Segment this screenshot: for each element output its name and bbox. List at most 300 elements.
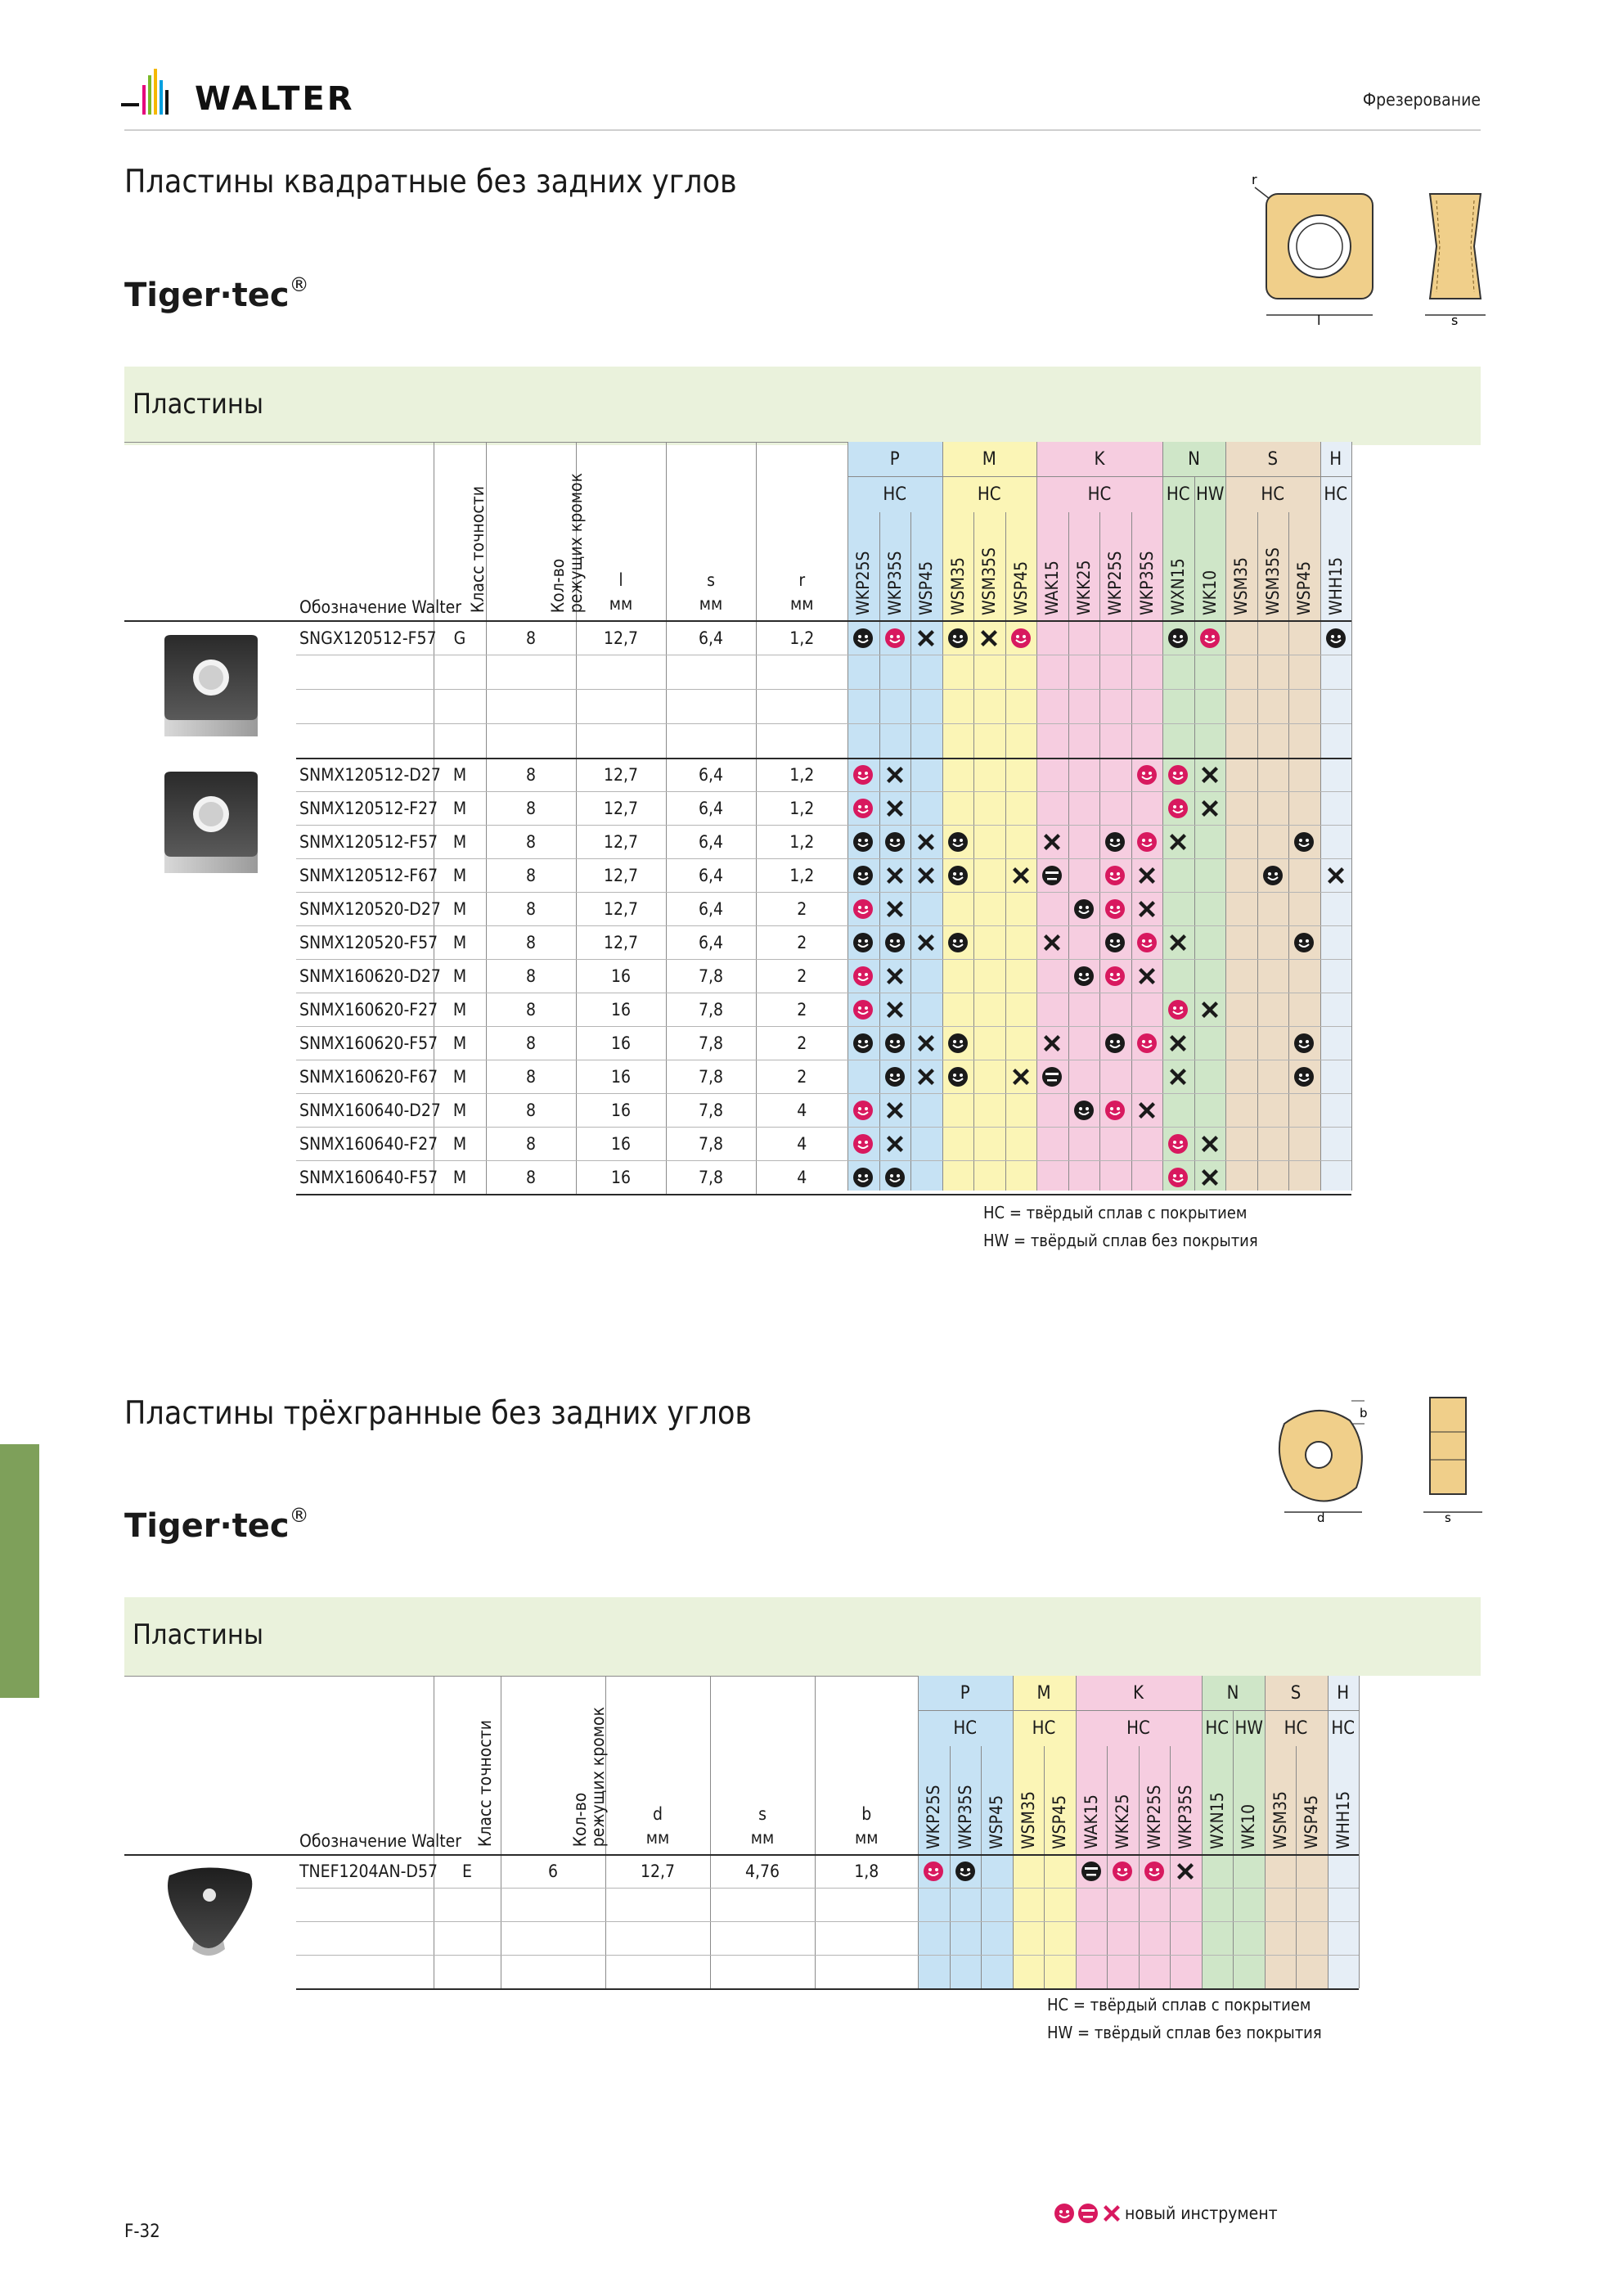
insert-photo-icon bbox=[158, 1859, 264, 1957]
cell-class bbox=[434, 1889, 501, 1922]
suitability-icon bbox=[1293, 932, 1315, 953]
cell-edges: 8 bbox=[486, 1128, 576, 1161]
cell-class bbox=[434, 655, 486, 690]
suitability-icon bbox=[1104, 898, 1126, 920]
cell-d2 bbox=[710, 1956, 815, 1989]
suitability-icon bbox=[915, 1033, 937, 1054]
cell-edges: 8 bbox=[486, 1094, 576, 1128]
grade-label-wxn15: WXN15 bbox=[1168, 558, 1188, 615]
cell-name bbox=[296, 655, 434, 690]
table-row bbox=[124, 759, 1351, 792]
suitability-icon bbox=[884, 1133, 906, 1155]
cell-d2: 6,4 bbox=[666, 792, 756, 826]
cell-d1 bbox=[605, 1956, 710, 1989]
suitability-icon bbox=[1136, 898, 1158, 920]
suitability-icon bbox=[1073, 898, 1095, 920]
cell-d1 bbox=[576, 690, 666, 724]
suitability-icon bbox=[1010, 1066, 1032, 1087]
grade-label-wak15: WAK15 bbox=[1042, 560, 1062, 615]
table-row bbox=[124, 655, 1351, 690]
cell-d3: 1,2 bbox=[756, 826, 847, 859]
suitability-icon bbox=[915, 1066, 937, 1087]
grade-label-wsm35: WSM35 bbox=[1270, 1790, 1290, 1849]
cell-name: SNMX160620-F57 bbox=[296, 1027, 434, 1060]
suitability-icon bbox=[852, 966, 874, 987]
suitability-icon bbox=[884, 865, 906, 886]
section2-title: Пластины трёхгранные без задних углов bbox=[124, 1395, 753, 1432]
suitability-icon bbox=[884, 628, 906, 649]
grade-label-wsp45: WSP45 bbox=[987, 1794, 1006, 1849]
section1-title: Пластины квадратные без задних углов bbox=[124, 164, 737, 200]
suitability-icon bbox=[947, 865, 969, 886]
new-tool-legend: новый инструмент bbox=[1054, 2203, 1278, 2224]
suitability-icon bbox=[1081, 1861, 1102, 1882]
cell-d3: 1,2 bbox=[756, 621, 847, 655]
grade-label-wkk25: WKK25 bbox=[1113, 1794, 1132, 1849]
cell-edges: 8 bbox=[486, 759, 576, 792]
section-label: Фрезерование bbox=[1362, 90, 1481, 110]
cell-class: M bbox=[434, 926, 486, 960]
cell-d3 bbox=[815, 1922, 918, 1956]
cell-edges: 8 bbox=[486, 792, 576, 826]
cell-edges: 8 bbox=[486, 960, 576, 993]
cell-d1 bbox=[576, 655, 666, 690]
grade-label-wsp45: WSP45 bbox=[916, 560, 936, 615]
col-dim3-header: b bbox=[861, 1803, 872, 1824]
grade-label-wsp45: WSP45 bbox=[1050, 1794, 1069, 1849]
cell-name: SNMX160640-D27 bbox=[296, 1094, 434, 1128]
suitability-icon bbox=[852, 1100, 874, 1121]
suitability-icon bbox=[1010, 628, 1032, 649]
suitability-icon bbox=[1104, 831, 1126, 853]
coating-label: HC bbox=[1087, 484, 1112, 505]
suitability-icon bbox=[947, 1066, 969, 1087]
suitability-icon bbox=[1167, 1167, 1189, 1188]
material-group-p: P bbox=[918, 1676, 1013, 1711]
cell-edges: 8 bbox=[486, 1027, 576, 1060]
suitability-icon bbox=[1073, 1100, 1095, 1121]
cell-d3 bbox=[756, 690, 847, 724]
table-row bbox=[124, 1922, 1359, 1956]
cell-d3: 1,2 bbox=[756, 792, 847, 826]
suitability-icon bbox=[852, 1133, 874, 1155]
cell-class: M bbox=[434, 1161, 486, 1195]
suitability-icon bbox=[1167, 999, 1189, 1020]
coating-label: HC bbox=[953, 1718, 978, 1739]
cell-name: SNMX120520-F57 bbox=[296, 926, 434, 960]
grade-label-whh15: WHH15 bbox=[1325, 556, 1346, 615]
col-class-header: Класс точности bbox=[468, 486, 488, 614]
suitability-icon bbox=[852, 764, 874, 786]
cell-d2: 7,8 bbox=[666, 1027, 756, 1060]
cell-d1: 16 bbox=[576, 1094, 666, 1128]
cell-d2: 6,4 bbox=[666, 826, 756, 859]
cell-edges: 8 bbox=[486, 926, 576, 960]
suitability-icon bbox=[852, 932, 874, 953]
cell-d1: 16 bbox=[576, 993, 666, 1027]
col-name-header: Обозначение Walter bbox=[299, 597, 462, 617]
cell-d3: 2 bbox=[756, 993, 847, 1027]
cell-d2: 7,8 bbox=[666, 993, 756, 1027]
cell-d2: 7,8 bbox=[666, 1094, 756, 1128]
cell-edges bbox=[501, 1956, 605, 1989]
col-dim2-header: s bbox=[758, 1803, 767, 1824]
section1-legend: HC = твёрдый сплав с покрытием HW = твёрдый сплав без покрытия bbox=[983, 1203, 1258, 1250]
suitability-icon bbox=[1199, 628, 1221, 649]
col-name-header: Обозначение Walter bbox=[299, 1830, 462, 1851]
suitability-icon bbox=[1175, 1861, 1196, 1882]
cell-d3: 2 bbox=[756, 960, 847, 993]
suitability-icon bbox=[1041, 831, 1063, 853]
grade-label-wkp35s: WKP35S bbox=[1176, 1785, 1195, 1849]
suitability-icon bbox=[1104, 865, 1126, 886]
cell-d3 bbox=[815, 1889, 918, 1922]
cell-d1: 12,7 bbox=[576, 826, 666, 859]
material-group-h: H bbox=[1328, 1676, 1360, 1711]
cell-d3 bbox=[756, 655, 847, 690]
cell-edges: 8 bbox=[486, 1161, 576, 1195]
new-tool-icon-poor bbox=[1101, 2203, 1122, 2224]
suitability-icon bbox=[1104, 932, 1126, 953]
suitability-icon bbox=[915, 932, 937, 953]
suitability-icon bbox=[1144, 1861, 1165, 1882]
grade-label-wsm35: WSM35 bbox=[947, 556, 968, 615]
grade-label-wkp25s: WKP25S bbox=[1144, 1785, 1164, 1849]
suitability-icon bbox=[1167, 1133, 1189, 1155]
svg-text:d: d bbox=[1317, 1510, 1325, 1525]
suitability-icon bbox=[884, 898, 906, 920]
cell-d1: 12,7 bbox=[576, 792, 666, 826]
suitability-icon bbox=[1104, 966, 1126, 987]
cell-name: SNMX160640-F27 bbox=[296, 1128, 434, 1161]
walter-logo-mark bbox=[121, 67, 170, 124]
table-row bbox=[124, 993, 1351, 1027]
coating-label: HC bbox=[1205, 1718, 1230, 1739]
cell-d2: 7,8 bbox=[666, 1128, 756, 1161]
grade-label-wsm35: WSM35 bbox=[1018, 1790, 1038, 1849]
suitability-icon bbox=[852, 798, 874, 819]
suitability-icon bbox=[1136, 1033, 1158, 1054]
suitability-icon bbox=[1167, 1066, 1189, 1087]
cell-edges bbox=[486, 690, 576, 724]
col-dim1-header: l bbox=[618, 569, 623, 590]
cell-name: SNMX120520-D27 bbox=[296, 893, 434, 926]
suitability-icon bbox=[852, 865, 874, 886]
cell-name: SNMX120512-F27 bbox=[296, 792, 434, 826]
coating-label: HC bbox=[1126, 1718, 1150, 1739]
coating-label: HW bbox=[1194, 477, 1226, 512]
suitability-icon bbox=[852, 831, 874, 853]
cell-d1: 12,7 bbox=[605, 1855, 710, 1889]
material-group-n: N bbox=[1202, 1676, 1265, 1711]
cell-d1: 12,7 bbox=[576, 859, 666, 893]
cell-d2: 6,4 bbox=[666, 926, 756, 960]
cell-class: G bbox=[434, 621, 486, 655]
grade-label-wk10: WK10 bbox=[1239, 1803, 1258, 1849]
cell-d2: 4,76 bbox=[710, 1855, 815, 1889]
cell-edges: 8 bbox=[486, 1060, 576, 1094]
cell-d1 bbox=[605, 1922, 710, 1956]
svg-text:s: s bbox=[1451, 313, 1459, 328]
suitability-icon bbox=[1112, 1861, 1133, 1882]
cell-edges: 8 bbox=[486, 826, 576, 859]
cell-name bbox=[296, 690, 434, 724]
material-group-p: P bbox=[847, 442, 942, 477]
material-group-n: N bbox=[1162, 442, 1225, 477]
cell-edges bbox=[486, 724, 576, 759]
col-edges-header: Кол-во режущих кромок bbox=[548, 473, 587, 614]
cell-name: SNGX120512-F57 bbox=[296, 621, 434, 655]
suitability-icon bbox=[1167, 798, 1189, 819]
chapter-tab bbox=[0, 1444, 39, 1698]
table-row bbox=[124, 621, 1351, 655]
suitability-icon bbox=[884, 1066, 906, 1087]
coating-label: HC bbox=[1324, 484, 1348, 505]
cell-edges: 8 bbox=[486, 621, 576, 655]
suitability-icon bbox=[1199, 1133, 1221, 1155]
cell-edges: 8 bbox=[486, 859, 576, 893]
cell-class: M bbox=[434, 759, 486, 792]
coating-label: HC bbox=[883, 484, 907, 505]
table-row bbox=[124, 826, 1351, 859]
table-row bbox=[124, 1094, 1351, 1128]
cell-d3: 2 bbox=[756, 1027, 847, 1060]
cell-class: M bbox=[434, 859, 486, 893]
suitability-icon bbox=[1136, 865, 1158, 886]
svg-text:s: s bbox=[1445, 1510, 1451, 1525]
suitability-icon bbox=[1167, 628, 1189, 649]
suitability-icon bbox=[884, 831, 906, 853]
cell-d3: 4 bbox=[756, 1161, 847, 1195]
cell-class bbox=[434, 690, 486, 724]
table-row bbox=[124, 1128, 1351, 1161]
cell-d1: 12,7 bbox=[576, 621, 666, 655]
cell-edges: 6 bbox=[501, 1855, 605, 1889]
cell-d3: 1,2 bbox=[756, 859, 847, 893]
cell-edges bbox=[501, 1889, 605, 1922]
col-edges-header: Кол-во режущих кромок bbox=[570, 1707, 609, 1848]
cell-class bbox=[434, 724, 486, 759]
grade-label-wkp35s: WKP35S bbox=[884, 551, 905, 615]
cell-d1: 16 bbox=[576, 1060, 666, 1094]
cell-name bbox=[296, 1889, 434, 1922]
suitability-icon bbox=[884, 932, 906, 953]
cell-edges: 8 bbox=[486, 893, 576, 926]
material-group-s: S bbox=[1265, 1676, 1328, 1711]
cell-class: M bbox=[434, 1094, 486, 1128]
material-group-s: S bbox=[1225, 442, 1320, 477]
cell-edges: 8 bbox=[486, 993, 576, 1027]
page-number: F-32 bbox=[124, 2222, 160, 2242]
col-dim1-header: d bbox=[653, 1803, 663, 1824]
cell-class bbox=[434, 1956, 501, 1989]
cell-d1: 16 bbox=[576, 1161, 666, 1195]
suitability-icon bbox=[884, 1167, 906, 1188]
suitability-icon bbox=[1073, 966, 1095, 987]
grade-label-wsm35s: WSM35S bbox=[1262, 547, 1283, 615]
suitability-icon bbox=[1199, 999, 1221, 1020]
cell-name bbox=[296, 1956, 434, 1989]
grade-label-wak15: WAK15 bbox=[1081, 1794, 1101, 1849]
cell-class: M bbox=[434, 1128, 486, 1161]
triangular-insert-diagram-icon bbox=[1260, 1391, 1489, 1530]
suitability-icon bbox=[852, 628, 874, 649]
coating-label: HC bbox=[1331, 1718, 1355, 1739]
cell-d1: 12,7 bbox=[576, 893, 666, 926]
cell-d1: 16 bbox=[576, 960, 666, 993]
suitability-icon bbox=[884, 1100, 906, 1121]
coating-label: HC bbox=[1261, 484, 1285, 505]
cell-edges bbox=[501, 1922, 605, 1956]
cell-d2: 7,8 bbox=[666, 960, 756, 993]
table-row bbox=[124, 1060, 1351, 1094]
suitability-icon bbox=[1041, 1033, 1063, 1054]
table-row bbox=[124, 859, 1351, 893]
cell-d1: 12,7 bbox=[576, 759, 666, 792]
cell-d2: 7,8 bbox=[666, 1060, 756, 1094]
grade-label-whh15: WHH15 bbox=[1333, 1790, 1353, 1849]
grade-label-wsp45: WSP45 bbox=[1294, 560, 1314, 615]
suitability-icon bbox=[884, 1033, 906, 1054]
grade-label-wsm35s: WSM35S bbox=[979, 547, 999, 615]
suitability-icon bbox=[978, 628, 1000, 649]
cell-d1: 16 bbox=[576, 1128, 666, 1161]
suitability-icon bbox=[1041, 1066, 1063, 1087]
cell-d3 bbox=[815, 1956, 918, 1989]
suitability-icon bbox=[1199, 798, 1221, 819]
suitability-icon bbox=[1104, 1033, 1126, 1054]
cell-class: M bbox=[434, 1060, 486, 1094]
cell-d3: 2 bbox=[756, 1060, 847, 1094]
cell-d3: 1,2 bbox=[756, 759, 847, 792]
insert-photo-icon bbox=[158, 768, 264, 891]
cell-name: SNMX120512-F67 bbox=[296, 859, 434, 893]
cell-class: M bbox=[434, 893, 486, 926]
cell-name: SNMX160620-F67 bbox=[296, 1060, 434, 1094]
cell-class: M bbox=[434, 960, 486, 993]
suitability-icon bbox=[1293, 1066, 1315, 1087]
coating-label: HC bbox=[977, 484, 1001, 505]
cell-d1 bbox=[576, 724, 666, 759]
grade-label-wkp25s: WKP25S bbox=[853, 551, 873, 615]
cell-class bbox=[434, 1922, 501, 1956]
header-divider bbox=[124, 129, 1481, 131]
grade-label-wk10: WK10 bbox=[1199, 569, 1220, 615]
cell-d2: 7,8 bbox=[666, 1161, 756, 1195]
suitability-icon bbox=[915, 628, 937, 649]
grade-label-wkp25s: WKP25S bbox=[924, 1785, 943, 1849]
cell-d2 bbox=[710, 1889, 815, 1922]
suitability-icon bbox=[852, 1167, 874, 1188]
cell-d3: 2 bbox=[756, 893, 847, 926]
col-dim2-header: s bbox=[707, 569, 715, 590]
suitability-icon bbox=[1199, 764, 1221, 786]
table-row bbox=[124, 724, 1351, 759]
suitability-icon bbox=[884, 966, 906, 987]
coating-label: HC bbox=[1284, 1718, 1308, 1739]
table-row bbox=[124, 792, 1351, 826]
grade-label-wkk25: WKK25 bbox=[1073, 560, 1094, 615]
suitability-icon bbox=[1136, 966, 1158, 987]
section2-band: Пластины bbox=[124, 1597, 1481, 1676]
col-class-header: Класс точности bbox=[475, 1720, 496, 1848]
cell-class: M bbox=[434, 993, 486, 1027]
grade-label-wsp45: WSP45 bbox=[1010, 560, 1031, 615]
cell-d3: 4 bbox=[756, 1094, 847, 1128]
square-insert-diagram-icon bbox=[1243, 168, 1489, 331]
table-row bbox=[124, 926, 1351, 960]
cell-name: SNMX160640-F57 bbox=[296, 1161, 434, 1195]
cell-name: SNMX160620-D27 bbox=[296, 960, 434, 993]
cell-d2: 6,4 bbox=[666, 859, 756, 893]
suitability-icon bbox=[884, 798, 906, 819]
suitability-icon bbox=[1325, 628, 1347, 649]
cell-d2: 6,4 bbox=[666, 621, 756, 655]
svg-text:l: l bbox=[1317, 313, 1321, 328]
cell-d3: 4 bbox=[756, 1128, 847, 1161]
cell-d3: 2 bbox=[756, 926, 847, 960]
cell-d2 bbox=[666, 690, 756, 724]
table-row bbox=[124, 1161, 1351, 1195]
suitability-icon bbox=[1293, 1033, 1315, 1054]
coating-label: HC bbox=[1032, 1718, 1056, 1739]
grade-label-wsp45: WSP45 bbox=[1302, 1794, 1321, 1849]
suitability-icon bbox=[1167, 764, 1189, 786]
cell-class: M bbox=[434, 1027, 486, 1060]
suitability-icon bbox=[947, 831, 969, 853]
suitability-icon bbox=[1136, 932, 1158, 953]
suitability-icon bbox=[1136, 764, 1158, 786]
suitability-icon bbox=[852, 898, 874, 920]
suitability-icon bbox=[947, 628, 969, 649]
suitability-icon bbox=[1167, 1033, 1189, 1054]
suitability-icon bbox=[1041, 932, 1063, 953]
table-row bbox=[124, 893, 1351, 926]
material-group-m: M bbox=[942, 442, 1037, 477]
cell-d1: 16 bbox=[576, 1027, 666, 1060]
table-row bbox=[124, 690, 1351, 724]
material-group-k: K bbox=[1036, 442, 1162, 477]
cell-class: M bbox=[434, 792, 486, 826]
suitability-icon bbox=[915, 865, 937, 886]
grade-label-wsm35: WSM35 bbox=[1231, 556, 1251, 615]
suitability-icon bbox=[915, 831, 937, 853]
cell-name: SNMX160620-F27 bbox=[296, 993, 434, 1027]
material-group-m: M bbox=[1013, 1676, 1076, 1711]
coating-label: HW bbox=[1233, 1711, 1265, 1746]
cell-d3: 1,8 bbox=[815, 1855, 918, 1889]
section2-brand: Tiger·tec® bbox=[124, 1504, 309, 1545]
cell-name bbox=[296, 724, 434, 759]
suitability-icon bbox=[1041, 865, 1063, 886]
suitability-icon bbox=[1199, 1167, 1221, 1188]
grade-label-wxn15: WXN15 bbox=[1207, 1792, 1227, 1849]
suitability-icon bbox=[1104, 1100, 1126, 1121]
col-dim3-header: r bbox=[798, 569, 806, 590]
cell-class: M bbox=[434, 826, 486, 859]
insert-photo-icon bbox=[158, 632, 264, 754]
suitability-icon bbox=[1167, 932, 1189, 953]
suitability-icon bbox=[1010, 865, 1032, 886]
suitability-icon bbox=[1262, 865, 1284, 886]
walter-logo-text: WALTER bbox=[195, 80, 355, 118]
cell-edges bbox=[486, 655, 576, 690]
cell-name: SNMX120512-F57 bbox=[296, 826, 434, 859]
cell-d2 bbox=[666, 655, 756, 690]
suitability-icon bbox=[1325, 865, 1347, 886]
cell-d2 bbox=[666, 724, 756, 759]
section1-brand: Tiger·tec® bbox=[124, 273, 309, 314]
